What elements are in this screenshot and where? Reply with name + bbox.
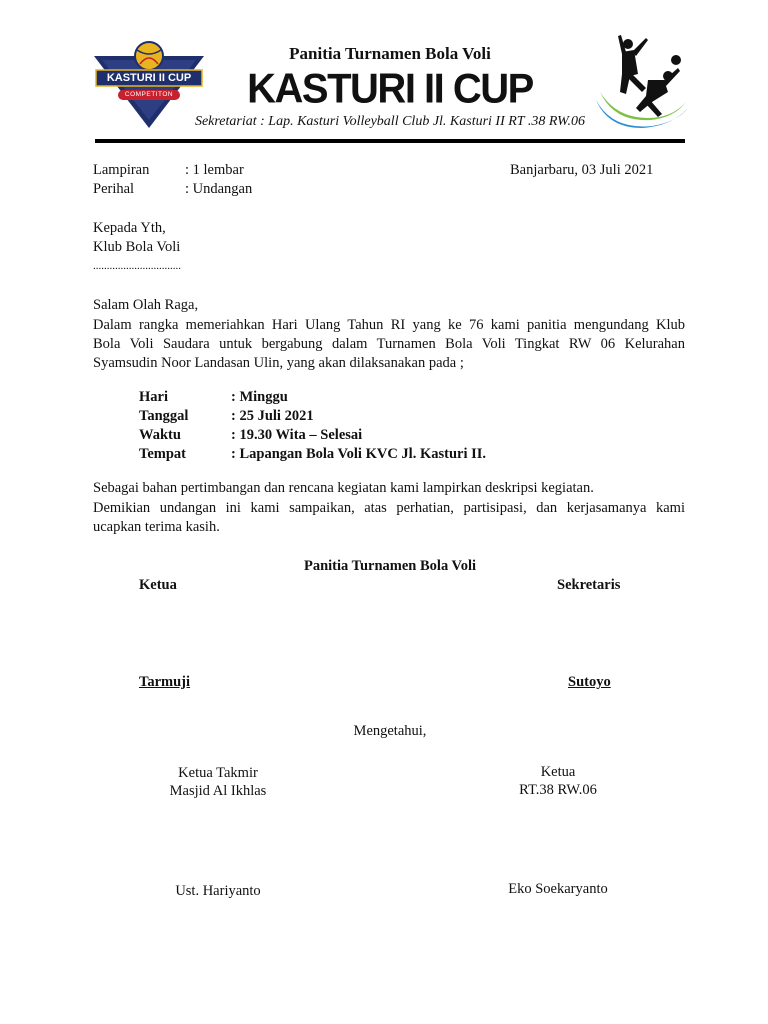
right-witness-role-line-2: RT.38 RW.06 [519,782,597,798]
perihal-value: : Undangan [185,181,253,197]
paragraph-1-line-3: Syamsudin Noor Landasan Ulin, yang akan dilaksanakan pada ; [93,355,464,371]
left-signer-role: Ketua [139,577,177,593]
left-witness-role-line-2: Masjid Al Ikhlas [169,783,267,799]
detail-value-tanggal: : 25 Juli 2021 [231,408,314,424]
perihal-label: Perihal [93,181,135,197]
letterhead-title: KASTURI II CUP [247,65,533,113]
detail-label-tanggal: Tanggal [139,408,189,424]
detail-label-hari: Hari [139,389,168,405]
logo-text: KASTURI II CUP [106,72,192,84]
detail-value-hari: : Minggu [231,389,288,405]
paragraph-2-line-1: Sebagai bahan pertimbangan dan rencana kegiatan kami lampirkan deskripsi kegiatan. [93,480,594,496]
letterhead-subtitle: Panitia Turnamen Bola Voli [289,44,491,63]
paragraph-1-line-2: Bola Voli Saudara untuk bergabung dalam Turnamen Bola Voli Tingkat RW 06 Kelurahan [93,336,685,352]
detail-label-waktu: Waktu [139,427,181,443]
detail-value-waktu: : 19.30 Wita – Selesai [231,427,363,443]
lampiran-value: : 1 lembar [185,162,244,178]
left-signer-name: Tarmuji [139,674,191,690]
volleyball-players-logo [592,30,692,138]
logo-subtext: COMPETITON [124,91,174,98]
lampiran-label: Lampiran [93,162,150,178]
acknowledged-label: Mengetahui, [353,723,427,739]
committee-title: Panitia Turnamen Bola Voli [303,558,477,574]
right-signer-role: Sekretaris [557,577,621,593]
paragraph-2-line-3: ucapkan terima kasih. [93,519,220,535]
paragraph-1-line-1: Dalam rangka memeriahkan Hari Ulang Tahun RI yang ke 76 kami panitia mengundang Klub [93,317,685,333]
right-signer-name: Sutoyo [568,674,611,690]
letterhead-divider [95,139,685,143]
detail-value-tempat: : Lapangan Bola Voli KVC Jl. Kasturi II. [231,446,487,462]
detail-label-tempat: Tempat [139,446,186,462]
recipient-dots: ................................ [93,260,181,272]
letter-date: Banjarbaru, 03 Juli 2021 [510,162,654,178]
left-witness-name: Ust. Hariyanto [175,883,261,899]
left-witness-role-line-1: Ketua Takmir [178,765,258,781]
right-witness-name: Eko Soekaryanto [508,881,608,897]
recipient-line-1: Kepada Yth, [93,220,166,236]
greeting: Salam Olah Raga, [93,297,199,313]
recipient-line-2: Klub Bola Voli [93,239,181,255]
letterhead-address: Sekretariat : Lap. Kasturi Volleyball Club Jl. Kasturi II RT .38 RW.06 [194,114,586,129]
paragraph-2-line-2: Demikian undangan ini kami sampaikan, atas perhatian, partisipasi, dan kerjasamanya kami [93,500,685,516]
right-witness-role-line-1: Ketua [540,764,576,780]
